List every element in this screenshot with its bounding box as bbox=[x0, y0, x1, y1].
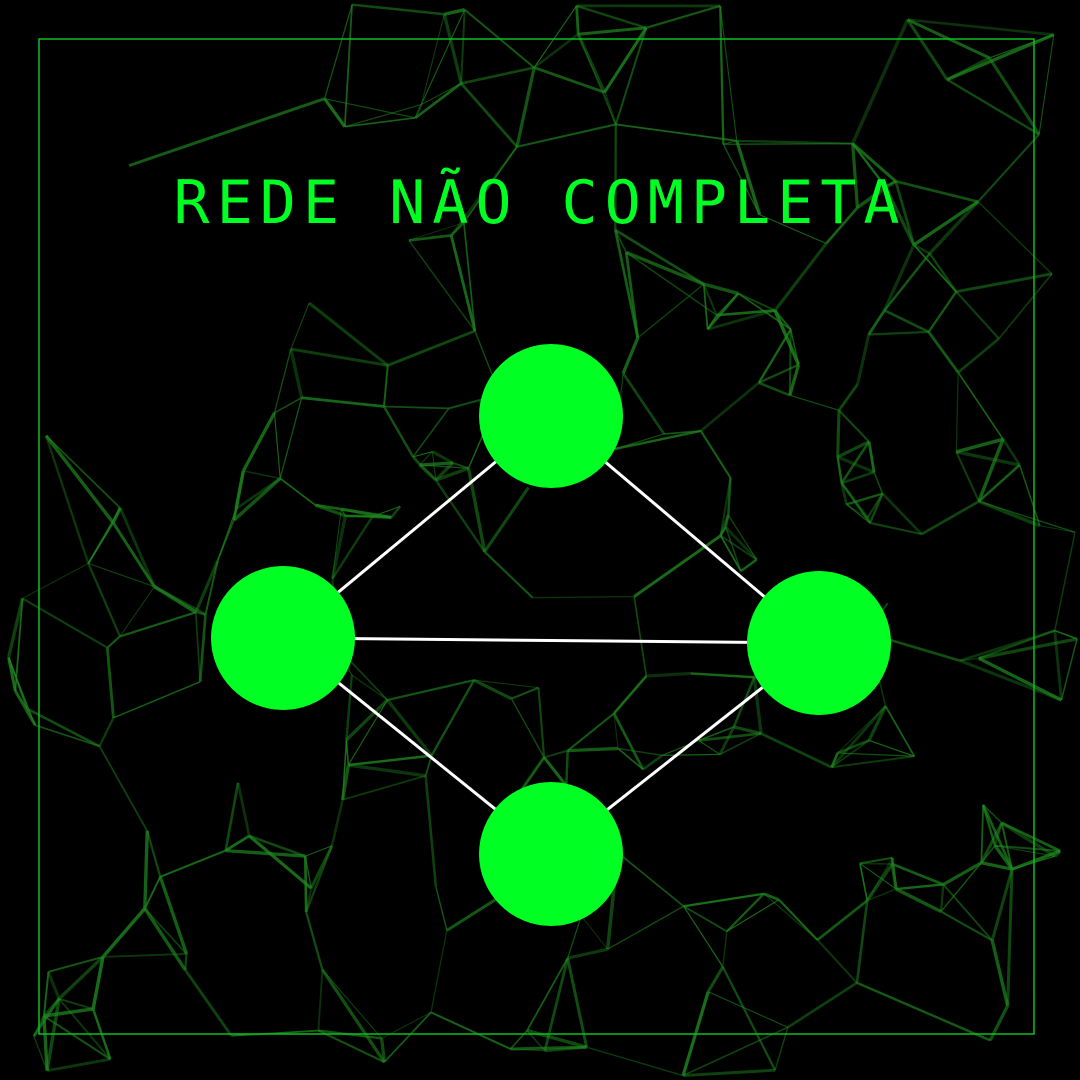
node-top bbox=[479, 344, 623, 488]
node-bottom bbox=[479, 782, 623, 926]
edge-left-right bbox=[283, 638, 819, 643]
node-right bbox=[747, 571, 891, 715]
node-left bbox=[211, 566, 355, 710]
diagram-title: REDE NÃO COMPLETA bbox=[173, 168, 907, 238]
